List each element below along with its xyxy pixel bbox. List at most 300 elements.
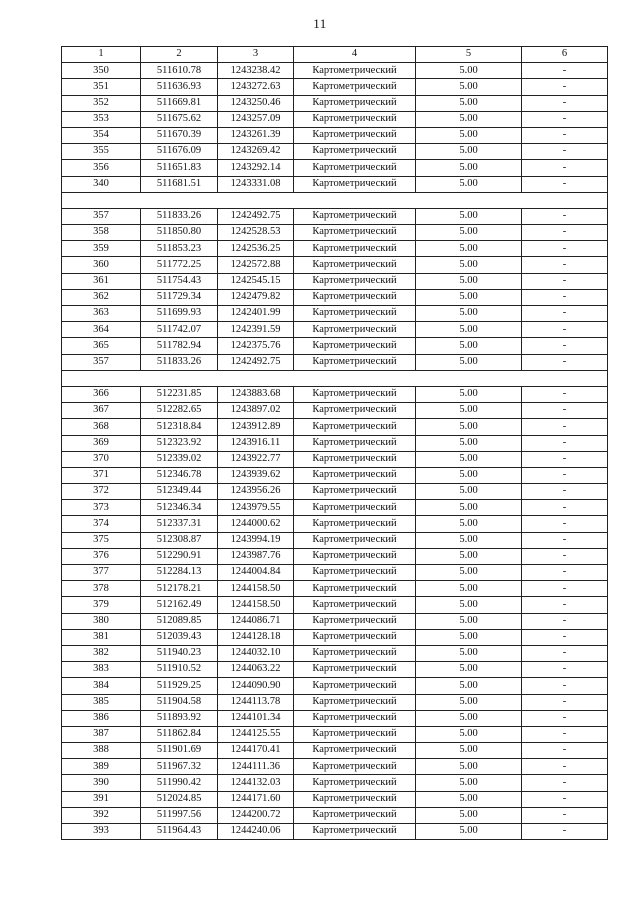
x-coordinate-cell: 512024.85 (141, 791, 218, 807)
point-number-cell: 380 (62, 613, 141, 629)
y-coordinate-cell: 1242528.53 (218, 225, 294, 241)
accuracy-cell: 5.00 (416, 710, 522, 726)
method-cell: Картометрический (294, 791, 416, 807)
table-row (62, 176, 608, 192)
method-cell: Картометрический (294, 127, 416, 143)
accuracy-cell: 5.00 (416, 289, 522, 305)
note-cell: - (522, 629, 608, 645)
group-separator-row (62, 370, 608, 386)
point-number-cell: 367 (62, 403, 141, 419)
note-cell: - (522, 678, 608, 694)
method-cell: Картометрический (294, 484, 416, 500)
note-cell: - (522, 419, 608, 435)
y-coordinate-cell: 1243979.55 (218, 500, 294, 516)
note-cell: - (522, 257, 608, 273)
y-coordinate-cell: 1243331.08 (218, 176, 294, 192)
table-row (62, 111, 608, 127)
accuracy-cell: 5.00 (416, 208, 522, 224)
note-cell: - (522, 775, 608, 791)
accuracy-cell: 5.00 (416, 678, 522, 694)
note-cell: - (522, 241, 608, 257)
table-row (62, 662, 608, 678)
accuracy-cell: 5.00 (416, 419, 522, 435)
accuracy-cell: 5.00 (416, 500, 522, 516)
table-row (62, 678, 608, 694)
note-cell: - (522, 597, 608, 613)
table-row (62, 791, 608, 807)
point-number-cell: 364 (62, 322, 141, 338)
note-cell: - (522, 662, 608, 678)
note-cell: - (522, 111, 608, 127)
note-cell: - (522, 548, 608, 564)
y-coordinate-cell: 1244004.84 (218, 565, 294, 581)
y-coordinate-cell: 1243261.39 (218, 127, 294, 143)
y-coordinate-cell: 1243250.46 (218, 95, 294, 111)
y-coordinate-cell: 1244113.78 (218, 694, 294, 710)
method-cell: Картометрический (294, 516, 416, 532)
y-coordinate-cell: 1242492.75 (218, 208, 294, 224)
x-coordinate-cell: 511833.26 (141, 208, 218, 224)
table-row (62, 532, 608, 548)
x-coordinate-cell: 511990.42 (141, 775, 218, 791)
method-cell: Картометрический (294, 208, 416, 224)
column-header-4: 4 (294, 47, 416, 63)
note-cell: - (522, 79, 608, 95)
method-cell: Картометрический (294, 79, 416, 95)
table-row (62, 645, 608, 661)
table-row (62, 273, 608, 289)
table-row (62, 419, 608, 435)
note-cell: - (522, 743, 608, 759)
table-row (62, 225, 608, 241)
note-cell: - (522, 225, 608, 241)
y-coordinate-cell: 1242375.76 (218, 338, 294, 354)
note-cell: - (522, 824, 608, 840)
point-number-cell: 357 (62, 208, 141, 224)
point-number-cell: 379 (62, 597, 141, 613)
point-number-cell: 357 (62, 354, 141, 370)
table-row (62, 127, 608, 143)
y-coordinate-cell: 1244063.22 (218, 662, 294, 678)
table-row (62, 629, 608, 645)
point-number-cell: 388 (62, 743, 141, 759)
y-coordinate-cell: 1243912.89 (218, 419, 294, 435)
accuracy-cell: 5.00 (416, 176, 522, 192)
column-header-1: 1 (62, 47, 141, 63)
x-coordinate-cell: 511636.93 (141, 79, 218, 95)
accuracy-cell: 5.00 (416, 629, 522, 645)
x-coordinate-cell: 512349.44 (141, 484, 218, 500)
method-cell: Картометрический (294, 532, 416, 548)
point-number-cell: 381 (62, 629, 141, 645)
accuracy-cell: 5.00 (416, 225, 522, 241)
table-row (62, 403, 608, 419)
y-coordinate-cell: 1244200.72 (218, 807, 294, 823)
x-coordinate-cell: 511772.25 (141, 257, 218, 273)
note-cell: - (522, 127, 608, 143)
y-coordinate-cell: 1244128.18 (218, 629, 294, 645)
x-coordinate-cell: 511742.07 (141, 322, 218, 338)
note-cell: - (522, 435, 608, 451)
note-cell: - (522, 791, 608, 807)
point-number-cell: 383 (62, 662, 141, 678)
x-coordinate-cell: 512308.87 (141, 532, 218, 548)
accuracy-cell: 5.00 (416, 645, 522, 661)
point-number-cell: 370 (62, 451, 141, 467)
table-row (62, 257, 608, 273)
method-cell: Картометрический (294, 824, 416, 840)
x-coordinate-cell: 511940.23 (141, 645, 218, 661)
y-coordinate-cell: 1242479.82 (218, 289, 294, 305)
y-coordinate-cell: 1242545.15 (218, 273, 294, 289)
method-cell: Картометрический (294, 613, 416, 629)
note-cell: - (522, 63, 608, 79)
x-coordinate-cell: 512339.02 (141, 451, 218, 467)
point-number-cell: 378 (62, 581, 141, 597)
accuracy-cell: 5.00 (416, 354, 522, 370)
table-row (62, 824, 608, 840)
point-number-cell: 376 (62, 548, 141, 564)
accuracy-cell: 5.00 (416, 775, 522, 791)
table-body (62, 63, 608, 840)
method-cell: Картометрический (294, 775, 416, 791)
method-cell: Картометрический (294, 403, 416, 419)
table-row (62, 500, 608, 516)
method-cell: Картометрический (294, 241, 416, 257)
note-cell: - (522, 386, 608, 402)
note-cell: - (522, 338, 608, 354)
y-coordinate-cell: 1244171.60 (218, 791, 294, 807)
table-row (62, 160, 608, 176)
note-cell: - (522, 807, 608, 823)
note-cell: - (522, 484, 608, 500)
y-coordinate-cell: 1244125.55 (218, 726, 294, 742)
method-cell: Картометрический (294, 338, 416, 354)
x-coordinate-cell: 511853.23 (141, 241, 218, 257)
note-cell: - (522, 208, 608, 224)
method-cell: Картометрический (294, 386, 416, 402)
y-coordinate-cell: 1244086.71 (218, 613, 294, 629)
y-coordinate-cell: 1242536.25 (218, 241, 294, 257)
y-coordinate-cell: 1242572.88 (218, 257, 294, 273)
method-cell: Картометрический (294, 678, 416, 694)
table-row (62, 548, 608, 564)
y-coordinate-cell: 1242492.75 (218, 354, 294, 370)
x-coordinate-cell: 511893.92 (141, 710, 218, 726)
accuracy-cell: 5.00 (416, 451, 522, 467)
note-cell: - (522, 500, 608, 516)
table-row (62, 694, 608, 710)
note-cell: - (522, 726, 608, 742)
accuracy-cell: 5.00 (416, 95, 522, 111)
y-coordinate-cell: 1243939.62 (218, 467, 294, 483)
x-coordinate-cell: 512346.78 (141, 467, 218, 483)
method-cell: Картометрический (294, 289, 416, 305)
point-number-cell: 392 (62, 807, 141, 823)
table-row (62, 581, 608, 597)
table-row (62, 289, 608, 305)
point-number-cell: 372 (62, 484, 141, 500)
y-coordinate-cell: 1243292.14 (218, 160, 294, 176)
method-cell: Картометрический (294, 306, 416, 322)
note-cell: - (522, 95, 608, 111)
table-row (62, 726, 608, 742)
table-row (62, 322, 608, 338)
method-cell: Картометрический (294, 144, 416, 160)
accuracy-cell: 5.00 (416, 597, 522, 613)
point-number-cell: 371 (62, 467, 141, 483)
method-cell: Картометрический (294, 807, 416, 823)
accuracy-cell: 5.00 (416, 160, 522, 176)
point-number-cell: 358 (62, 225, 141, 241)
x-coordinate-cell: 511833.26 (141, 354, 218, 370)
accuracy-cell: 5.00 (416, 759, 522, 775)
table-row (62, 435, 608, 451)
method-cell: Картометрический (294, 726, 416, 742)
method-cell: Картометрический (294, 95, 416, 111)
x-coordinate-cell: 511904.58 (141, 694, 218, 710)
accuracy-cell: 5.00 (416, 807, 522, 823)
accuracy-cell: 5.00 (416, 63, 522, 79)
x-coordinate-cell: 511901.69 (141, 743, 218, 759)
y-coordinate-cell: 1243272.63 (218, 79, 294, 95)
x-coordinate-cell: 512178.21 (141, 581, 218, 597)
method-cell: Картометрический (294, 759, 416, 775)
method-cell: Картометрический (294, 435, 416, 451)
x-coordinate-cell: 512323.92 (141, 435, 218, 451)
accuracy-cell: 5.00 (416, 581, 522, 597)
column-header-2: 2 (141, 47, 218, 63)
method-cell: Картометрический (294, 645, 416, 661)
table-row (62, 338, 608, 354)
x-coordinate-cell: 511610.78 (141, 63, 218, 79)
x-coordinate-cell: 511669.81 (141, 95, 218, 111)
point-number-cell: 363 (62, 306, 141, 322)
point-number-cell: 340 (62, 176, 141, 192)
table-row (62, 759, 608, 775)
point-number-cell: 375 (62, 532, 141, 548)
method-cell: Картометрический (294, 176, 416, 192)
note-cell: - (522, 565, 608, 581)
x-coordinate-cell: 511675.62 (141, 111, 218, 127)
table-row (62, 710, 608, 726)
point-number-cell: 362 (62, 289, 141, 305)
x-coordinate-cell: 512039.43 (141, 629, 218, 645)
method-cell: Картометрический (294, 160, 416, 176)
point-number-cell: 353 (62, 111, 141, 127)
y-coordinate-cell: 1243883.68 (218, 386, 294, 402)
accuracy-cell: 5.00 (416, 241, 522, 257)
point-number-cell: 382 (62, 645, 141, 661)
point-number-cell: 377 (62, 565, 141, 581)
table-row (62, 484, 608, 500)
method-cell: Картометрический (294, 743, 416, 759)
point-number-cell: 351 (62, 79, 141, 95)
x-coordinate-cell: 511681.51 (141, 176, 218, 192)
y-coordinate-cell: 1244000.62 (218, 516, 294, 532)
table-row (62, 597, 608, 613)
accuracy-cell: 5.00 (416, 548, 522, 564)
x-coordinate-cell: 511670.39 (141, 127, 218, 143)
x-coordinate-cell: 512089.85 (141, 613, 218, 629)
point-number-cell: 384 (62, 678, 141, 694)
table-row (62, 807, 608, 823)
table-row (62, 743, 608, 759)
method-cell: Картометрический (294, 500, 416, 516)
point-number-cell: 374 (62, 516, 141, 532)
x-coordinate-cell: 511967.32 (141, 759, 218, 775)
accuracy-cell: 5.00 (416, 484, 522, 500)
method-cell: Картометрический (294, 257, 416, 273)
x-coordinate-cell: 512290.91 (141, 548, 218, 564)
y-coordinate-cell: 1243916.11 (218, 435, 294, 451)
method-cell: Картометрический (294, 597, 416, 613)
table-row (62, 354, 608, 370)
x-coordinate-cell: 511782.94 (141, 338, 218, 354)
x-coordinate-cell: 511651.83 (141, 160, 218, 176)
accuracy-cell: 5.00 (416, 791, 522, 807)
group-separator-cell (62, 370, 608, 386)
y-coordinate-cell: 1243956.26 (218, 484, 294, 500)
column-header-6: 6 (522, 47, 608, 63)
method-cell: Картометрический (294, 581, 416, 597)
table-row (62, 63, 608, 79)
table-row (62, 565, 608, 581)
table-row (62, 386, 608, 402)
x-coordinate-cell: 511676.09 (141, 144, 218, 160)
method-cell: Картометрический (294, 629, 416, 645)
x-coordinate-cell: 512231.85 (141, 386, 218, 402)
accuracy-cell: 5.00 (416, 127, 522, 143)
y-coordinate-cell: 1243897.02 (218, 403, 294, 419)
x-coordinate-cell: 511754.43 (141, 273, 218, 289)
y-coordinate-cell: 1244032.10 (218, 645, 294, 661)
point-number-cell: 385 (62, 694, 141, 710)
method-cell: Картометрический (294, 63, 416, 79)
accuracy-cell: 5.00 (416, 824, 522, 840)
point-number-cell: 350 (62, 63, 141, 79)
note-cell: - (522, 160, 608, 176)
y-coordinate-cell: 1244111.36 (218, 759, 294, 775)
accuracy-cell: 5.00 (416, 516, 522, 532)
accuracy-cell: 5.00 (416, 79, 522, 95)
table-row (62, 306, 608, 322)
note-cell: - (522, 322, 608, 338)
point-number-cell: 387 (62, 726, 141, 742)
note-cell: - (522, 451, 608, 467)
point-number-cell: 366 (62, 386, 141, 402)
method-cell: Картометрический (294, 548, 416, 564)
accuracy-cell: 5.00 (416, 662, 522, 678)
note-cell: - (522, 613, 608, 629)
accuracy-cell: 5.00 (416, 613, 522, 629)
point-number-cell: 373 (62, 500, 141, 516)
table-row (62, 467, 608, 483)
table-header-row (62, 47, 608, 63)
method-cell: Картометрический (294, 225, 416, 241)
table-row (62, 613, 608, 629)
note-cell: - (522, 694, 608, 710)
y-coordinate-cell: 1242401.99 (218, 306, 294, 322)
x-coordinate-cell: 512284.13 (141, 565, 218, 581)
point-number-cell: 356 (62, 160, 141, 176)
note-cell: - (522, 467, 608, 483)
table-row (62, 241, 608, 257)
method-cell: Картометрический (294, 111, 416, 127)
point-number-cell: 360 (62, 257, 141, 273)
note-cell: - (522, 289, 608, 305)
accuracy-cell: 5.00 (416, 144, 522, 160)
note-cell: - (522, 581, 608, 597)
x-coordinate-cell: 512337.31 (141, 516, 218, 532)
accuracy-cell: 5.00 (416, 565, 522, 581)
y-coordinate-cell: 1242391.59 (218, 322, 294, 338)
table-row (62, 451, 608, 467)
method-cell: Картометрический (294, 710, 416, 726)
x-coordinate-cell: 511699.93 (141, 306, 218, 322)
y-coordinate-cell: 1243922.77 (218, 451, 294, 467)
point-number-cell: 389 (62, 759, 141, 775)
accuracy-cell: 5.00 (416, 403, 522, 419)
point-number-cell: 386 (62, 710, 141, 726)
note-cell: - (522, 403, 608, 419)
method-cell: Картометрический (294, 694, 416, 710)
accuracy-cell: 5.00 (416, 694, 522, 710)
y-coordinate-cell: 1243238.42 (218, 63, 294, 79)
accuracy-cell: 5.00 (416, 257, 522, 273)
table-row (62, 144, 608, 160)
note-cell: - (522, 532, 608, 548)
note-cell: - (522, 645, 608, 661)
group-separator-row (62, 192, 608, 208)
y-coordinate-cell: 1244132.03 (218, 775, 294, 791)
group-separator-cell (62, 192, 608, 208)
point-number-cell: 352 (62, 95, 141, 111)
x-coordinate-cell: 511929.25 (141, 678, 218, 694)
page-number: 11 (313, 16, 327, 31)
y-coordinate-cell: 1243257.09 (218, 111, 294, 127)
note-cell: - (522, 273, 608, 289)
method-cell: Картометрический (294, 662, 416, 678)
note-cell: - (522, 710, 608, 726)
coordinates-table (61, 46, 608, 840)
point-number-cell: 390 (62, 775, 141, 791)
note-cell: - (522, 516, 608, 532)
accuracy-cell: 5.00 (416, 111, 522, 127)
y-coordinate-cell: 1244158.50 (218, 581, 294, 597)
accuracy-cell: 5.00 (416, 532, 522, 548)
point-number-cell: 359 (62, 241, 141, 257)
note-cell: - (522, 759, 608, 775)
y-coordinate-cell: 1244101.34 (218, 710, 294, 726)
accuracy-cell: 5.00 (416, 386, 522, 402)
point-number-cell: 361 (62, 273, 141, 289)
x-coordinate-cell: 511997.56 (141, 807, 218, 823)
x-coordinate-cell: 511964.43 (141, 824, 218, 840)
x-coordinate-cell: 512162.49 (141, 597, 218, 613)
accuracy-cell: 5.00 (416, 322, 522, 338)
method-cell: Картометрический (294, 451, 416, 467)
y-coordinate-cell: 1244158.50 (218, 597, 294, 613)
y-coordinate-cell: 1244170.41 (218, 743, 294, 759)
table-row (62, 775, 608, 791)
table-row (62, 95, 608, 111)
column-header-3: 3 (218, 47, 294, 63)
y-coordinate-cell: 1243269.42 (218, 144, 294, 160)
x-coordinate-cell: 512346.34 (141, 500, 218, 516)
table-row (62, 208, 608, 224)
note-cell: - (522, 176, 608, 192)
